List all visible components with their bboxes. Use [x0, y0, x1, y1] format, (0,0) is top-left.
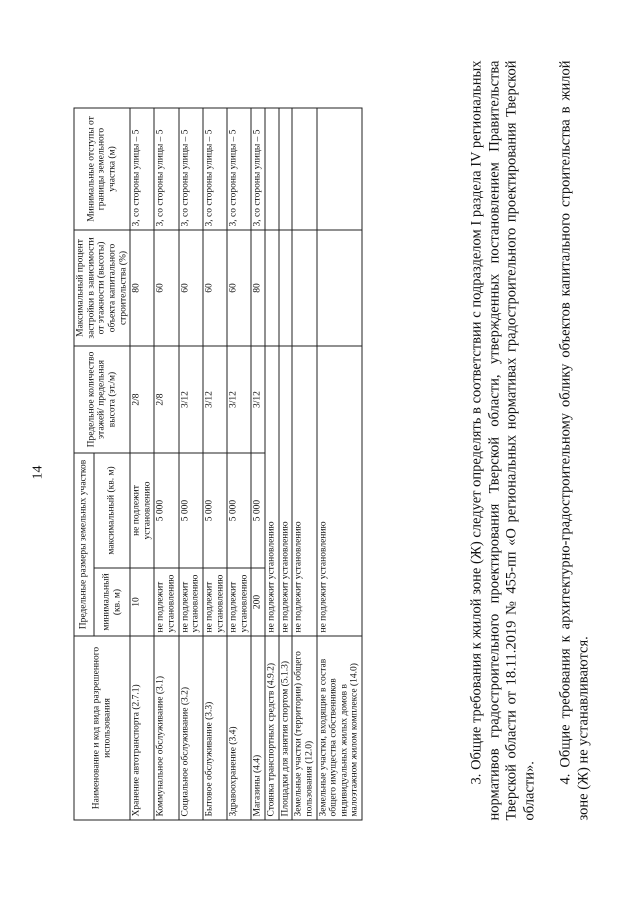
cell-percent: 80: [130, 230, 154, 346]
cell-max: не подлежит установлению: [130, 453, 154, 568]
cell-min: не подлежит установлению: [202, 568, 226, 636]
paragraph-3-text: 3. Общие требования к жилой зоне (Ж) следует определять в соответствии с подразделом I раздела IV региональных нормативов градостроительного проектирования Тверской области, утвержденных постановлением Правительства Тверской области от 18.11.2019 № 455-пп «О региональных нормативах градостроительного проектирования Тверской области».: [468, 60, 537, 820]
cell-min: 200: [251, 568, 265, 636]
cell-empty: [265, 230, 279, 346]
cell-not-set: не подлежит установлению: [292, 346, 316, 636]
paragraph-3: [468, 60, 538, 820]
cell-max: 5 000: [178, 453, 202, 568]
regulations-table: [73, 107, 362, 820]
cell-percent: 60: [178, 230, 202, 346]
table-row: [154, 108, 178, 820]
cell-name: Коммунальное обслуживание (3.1): [154, 636, 178, 820]
cell-empty: [265, 108, 279, 230]
cell-floors: 3/12: [202, 346, 226, 453]
cell-name: Земельные участки (территории) общего пользования (12.0): [292, 636, 316, 820]
cell-setback: 3, со стороны улицы – 5: [202, 108, 226, 230]
cell-percent: 60: [154, 230, 178, 346]
paragraph-4: [557, 60, 592, 820]
cell-min: не подлежит установлению: [227, 568, 251, 636]
header-build-percent: Максимальный процент застройки в зависимости от этажности (высоты) объекта капитального строительства (%): [74, 230, 130, 346]
cell-not-set: не подлежит установлению: [278, 346, 292, 636]
cell-name: Здравоохранение (3.4): [227, 636, 251, 820]
cell-name: Площадки для занятия спортом (5.1.3): [278, 636, 292, 820]
table-row: [130, 108, 154, 820]
cell-empty: [316, 108, 362, 230]
cell-setback: 3, со стороны улицы – 5: [227, 108, 251, 230]
paragraph-4-text: 4. Общие требования к архитектурно-градостроительному облику объектов капитального строительства в жилой зоне (Ж) не устанавливаются.: [557, 60, 591, 820]
cell-min: не подлежит установлению: [178, 568, 202, 636]
cell-max: 5 000: [227, 453, 251, 568]
cell-percent: 80: [251, 230, 265, 346]
cell-not-set: не подлежит установлению: [316, 346, 362, 636]
header-setback: Минимальные отступы от границы земельного участка (м): [74, 108, 130, 230]
cell-floors: 3/12: [251, 346, 265, 453]
cell-floors: 3/12: [178, 346, 202, 453]
cell-name: Хранение автотранспорта (2.7.1): [130, 636, 154, 820]
cell-setback: 3, со стороны улицы – 5: [251, 108, 265, 230]
table-row: [227, 108, 251, 820]
header-max-size: максимальный (кв. м): [94, 453, 130, 568]
cell-setback: 3, со стороны улицы – 5: [130, 108, 154, 230]
cell-empty: [292, 230, 316, 346]
table-row: [202, 108, 226, 820]
cell-empty: [278, 230, 292, 346]
cell-floors: 2/8: [130, 346, 154, 453]
cell-max: 5 000: [251, 453, 265, 568]
cell-name: Магазины (4.4): [251, 636, 265, 820]
header-min-size: минимальный (кв. м): [94, 568, 130, 636]
table-row: [251, 108, 265, 820]
table-row: [292, 108, 316, 820]
cell-max: 5 000: [202, 453, 226, 568]
table-row: [265, 108, 279, 820]
cell-setback: 3, со стороны улицы – 5: [178, 108, 202, 230]
header-sizes: Предельные размеры земельных участков: [74, 453, 94, 636]
cell-max: 5 000: [154, 453, 178, 568]
cell-floors: 3/12: [227, 346, 251, 453]
cell-name: Социальное обслуживание (3.2): [178, 636, 202, 820]
header-name: Наименование и код вида разрешенного использования: [74, 636, 130, 820]
cell-name: Бытовое обслуживание (3.3): [202, 636, 226, 820]
cell-floors: 2/8: [154, 346, 178, 453]
cell-empty: [278, 108, 292, 230]
cell-min: не подлежит установлению: [154, 568, 178, 636]
cell-min: 10: [130, 568, 154, 636]
cell-empty: [292, 108, 316, 230]
table-row: [178, 108, 202, 820]
table-row: [316, 108, 362, 820]
page-number: 14: [30, 465, 45, 479]
cell-empty: [316, 230, 362, 346]
cell-setback: 3, со стороны улицы – 5: [154, 108, 178, 230]
header-floors: Предельное количество этажей/ предельная высота (эт./м): [74, 346, 130, 453]
cell-name: Стоянка транспортных средств (4.9.2): [265, 636, 279, 820]
cell-name: Земельные участки, входящие в состав общего имущества собственников индивидуальных жилых домов в малоэтажном жилом комплексе (14.0): [316, 636, 362, 820]
cell-percent: 60: [202, 230, 226, 346]
cell-not-set: не подлежит установлению: [265, 346, 279, 636]
cell-percent: 60: [227, 230, 251, 346]
table-row: [278, 108, 292, 820]
